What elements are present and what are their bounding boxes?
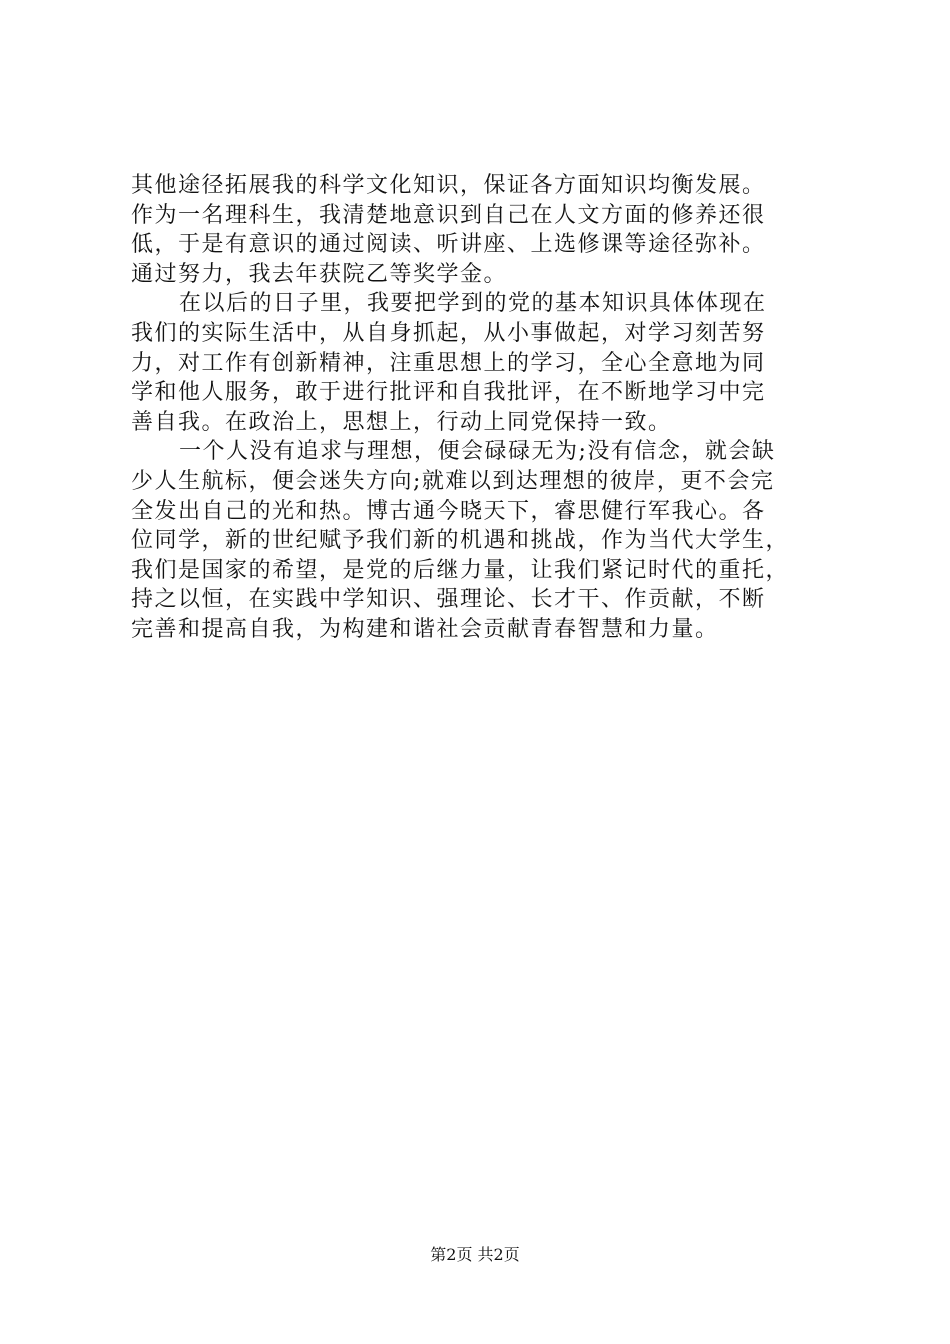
paragraph-start-line: 在以后的日子里，我要把学到的党的基本知识具体体现在 [179, 291, 767, 317]
text-line: 持之以恒，在实践中学知识、强理论、长才干、作贡献，不断 [131, 587, 766, 613]
text-line: 少人生航标，便会迷失方向;就难以到达理想的彼岸，更不会完 [131, 468, 775, 494]
text-line: 位同学，新的世纪赋予我们新的机遇和挑战，作为当代大学生， [131, 528, 790, 554]
text-line: 完善和提高自我，为构建和谐社会贡献青春智慧和力量。 [131, 616, 719, 642]
text-line: 学和他人服务，敢于进行批评和自我批评，在不断地学习中完 [131, 380, 766, 406]
text-line: 作为一名理科生，我清楚地意识到自己在人文方面的修养还很 [131, 202, 766, 228]
text-line: 善自我。在政治上，思想上，行动上同党保持一致。 [131, 409, 672, 435]
text-line: 我们的实际生活中，从自身抓起，从小事做起，对学习刻苦努 [131, 320, 766, 346]
text-line: 通过努力，我去年获院乙等奖学金。 [131, 261, 508, 287]
text-line: 全发出自己的光和热。博古通今晓天下，睿思健行军我心。各 [131, 498, 766, 524]
paragraph-start-line: 一个人没有追求与理想，便会碌碌无为;没有信念，就会缺 [179, 439, 776, 465]
page-footer: 第2页 共2页 [430, 1245, 520, 1264]
body-text [131, 171, 831, 645]
text-line: 力，对工作有创新精神，注重思想上的学习，全心全意地为同 [131, 350, 766, 376]
text-line: 其他途径拓展我的科学文化知识，保证各方面知识均衡发展。 [131, 173, 766, 198]
text-line: 低，于是有意识的通过阅读、听讲座、上选修课等途径弥补。 [131, 232, 766, 258]
text-line: 我们是国家的希望，是党的后继力量，让我们紧记时代的重托， [131, 557, 790, 583]
